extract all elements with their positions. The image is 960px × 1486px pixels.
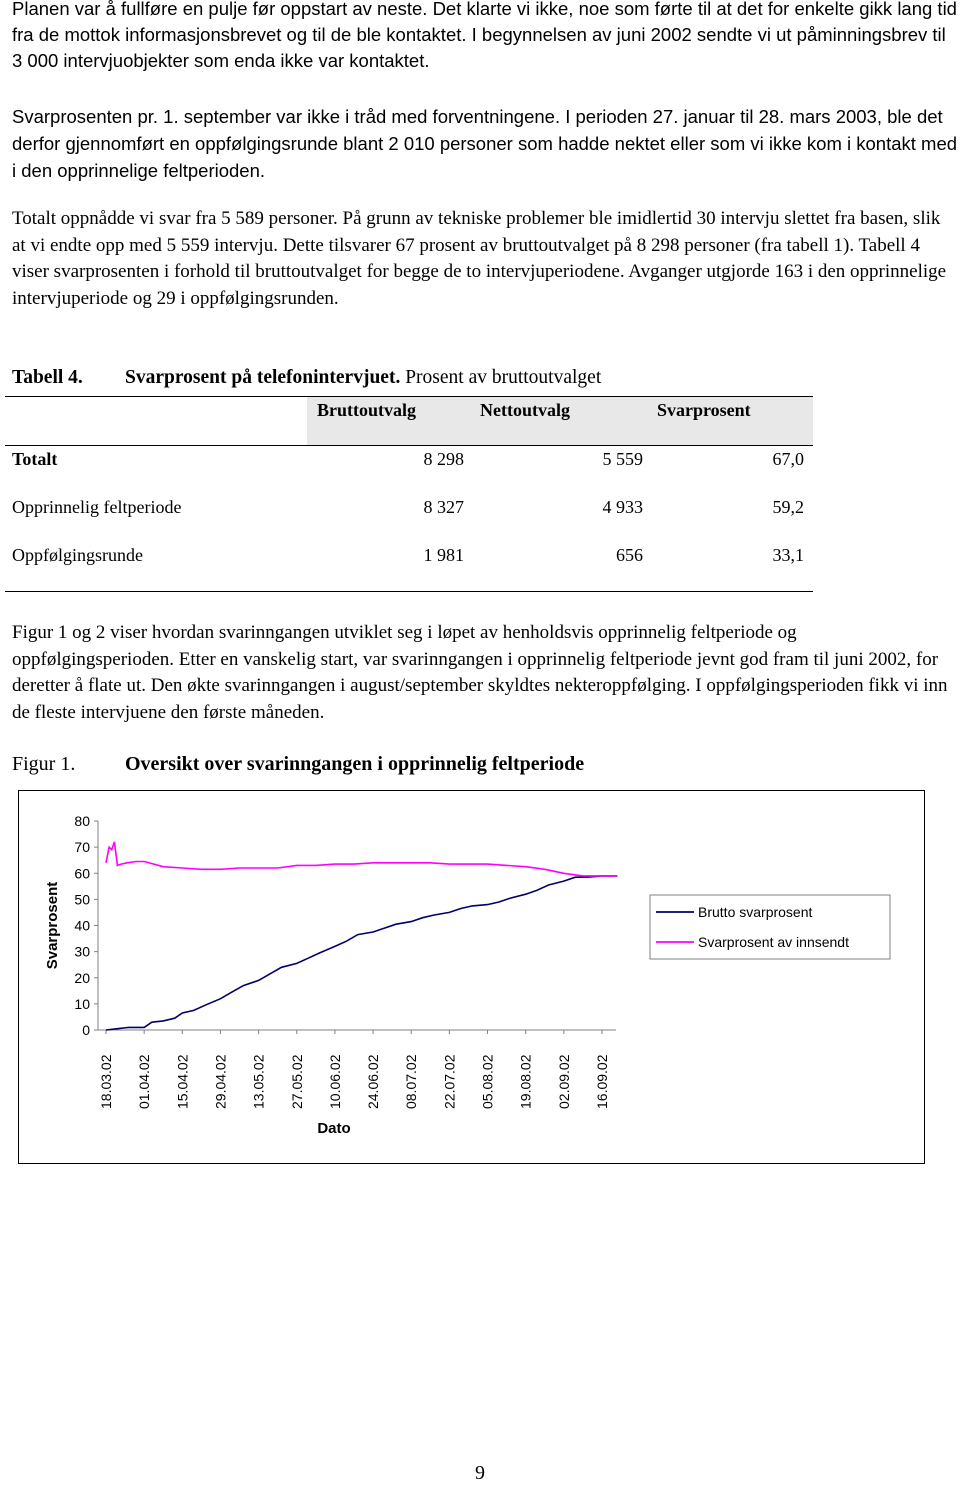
x-tick-label: 18.03.02 [98,1054,114,1109]
paragraph-1: Planen var å fullføre en pulje før oppstart av neste. Det klarte vi ikke, noe som førte til at det for enkelte gikk lang tid fra de mottok informasjonsbrevet og til de ble kontaktet. I begynnelsen av juni 2002 sendte vi ut påminningsbrev til 3 000 intervjuobjekter som enda ikke var kontaktet. [12,0,957,71]
x-tick-label: 13.05.02 [250,1054,267,1109]
x-tick-label: 24.06.02 [365,1054,382,1109]
x-tick-label: 19.08.02 [517,1054,534,1109]
cell-opprinnelig-netto: 4 933 [602,497,643,517]
legend-label-2: Svarprosent av innsendt [698,934,849,950]
y-tick-label: 0 [82,1022,90,1038]
y-axis-label: Svarprosent [44,881,61,970]
line-chart [19,791,924,1163]
paragraph-4: Figur 1 og 2 viser hvordan svarinngangen utviklet seg i løpet av henholdsvis opprinnelig feltperiode og oppfølgingsperioden. Etter en vanskelig start, var svarinngangen i opprinnelig feltperiode jevnt god fram til juni 2002, for deretter å flate ut. Den økte svarinngangen i august/september skyldtes nekteroppfølging. I oppfølgingsperioden fikk vi inn de fleste intervjuene den første måneden. [12,622,948,723]
table-title [125,367,601,389]
table-title-bold: Svarprosent på telefonintervjuet. [125,367,401,388]
x-tick-label: 16.09.02 [594,1054,610,1109]
legend-label-1: Brutto svarprosent [698,904,813,920]
x-tick-label: 10.06.02 [326,1054,343,1109]
cell-oppfolging-netto: 656 [616,545,643,565]
x-tick-label: 01.04.02 [136,1054,153,1109]
table-title-rest: Prosent av bruttoutvalget [400,367,602,388]
table-header-rule [5,445,813,446]
cell-totalt-netto: 5 559 [602,449,643,469]
header-nettoutvalg: Nettoutvalg [480,400,570,420]
x-tick-label: 05.08.02 [479,1054,496,1109]
y-tick-label: 80 [74,813,90,829]
series-line-2 [106,842,617,876]
cell-oppfolging-brutto: 1 981 [423,545,464,565]
x-tick-label: 29.04.02 [212,1054,229,1109]
y-tick-label: 20 [74,969,90,986]
x-tick-label: 22.07.02 [441,1054,458,1109]
x-tick-label: 15.04.02 [174,1054,191,1109]
x-tick-label: 02.09.02 [555,1054,572,1109]
header-svarprosent: Svarprosent [657,400,751,420]
row-label-opprinnelig: Opprinnelig feltperiode [12,497,182,517]
y-tick-label: 30 [74,943,90,960]
figure-label: Figur 1. [12,753,76,775]
table-label: Tabell 4. [12,367,83,388]
series-line-1 [106,876,617,1030]
y-tick-label: 40 [74,917,90,934]
x-tick-label: 08.07.02 [403,1054,420,1109]
paragraph-3: Totalt oppnådde vi svar fra 5 589 personer. På grunn av tekniske problemer ble imidlertid 30 intervju slettet fra basen, slik at vi endte opp med 5 559 intervju. Dette tilsvarer 67 prosent av bruttoutvalget på 8 298 personer (fra tabell 1). Tabell 4 viser svarprosenten i forhold til bruttoutvalget for begge de to intervjuperiodene. Avganger utgjorde 163 i den opprinnelige intervjuperiode og 29 i oppfølgingsrunden. [12,208,947,309]
row-label-totalt: Totalt [12,449,58,469]
cell-totalt-brutto: 8 298 [423,449,464,469]
header-bruttoutvalg: Bruttoutvalg [317,400,416,420]
x-axis-label: Dato [317,1120,351,1137]
figure-title: Oversikt over svarinngangen i opprinnelig feltperiode [125,753,585,775]
y-tick-label: 60 [74,865,90,882]
table-bottom-rule [5,591,813,592]
cell-opprinnelig-pct: 59,2 [772,497,804,517]
page-number: 9 [475,1462,485,1484]
paragraph-2: Svarprosenten pr. 1. september var ikke i tråd med forventningene. I perioden 27. januar til 28. mars 2003, ble det derfor gjennomført en oppfølgingsrunde blant 2 010 personer som hadde nektet eller som vi ikke kom i kontakt med i den opprinnelige feltperioden. [12,106,958,181]
y-tick-label: 70 [74,839,90,856]
cell-totalt-pct: 67,0 [772,449,804,469]
row-label-oppfolging: Oppfølgingsrunde [12,545,143,565]
y-tick-label: 50 [74,891,90,908]
cell-oppfolging-pct: 33,1 [772,545,804,565]
x-tick-label: 27.05.02 [288,1054,305,1109]
cell-opprinnelig-brutto: 8 327 [423,497,464,517]
y-tick-label: 10 [74,995,90,1012]
chart-frame [18,790,925,1164]
